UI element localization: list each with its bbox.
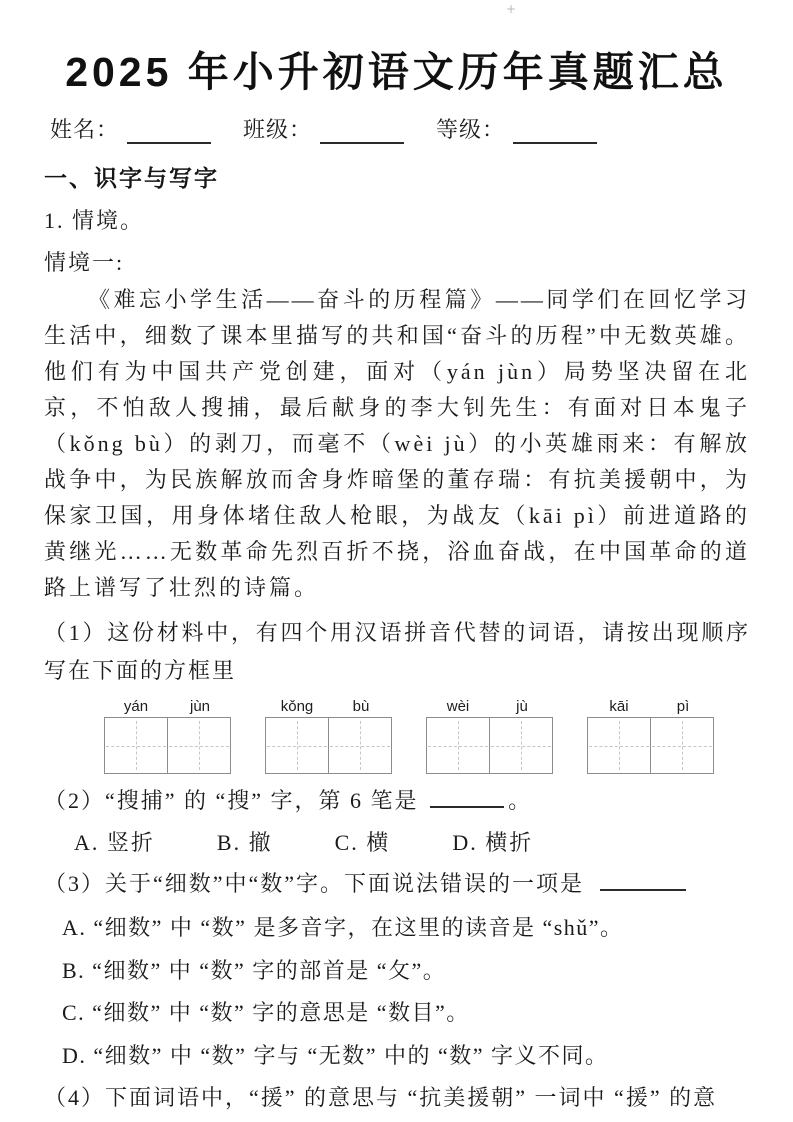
context-1-label: 情境一: — [44, 250, 125, 276]
writing-cell[interactable] — [105, 718, 167, 773]
pinyin-writing-boxes — [104, 698, 793, 774]
pinyin-label: kǒng — [280, 698, 314, 716]
sub-question-4-text: （4）下面词语中，“援” 的意思与 “抗美援朝” 一词中 “援” 的意 — [44, 1085, 718, 1111]
sub-question-2-stem: （2）“搜捕” 的 “搜” 字，第 6 笔是 — [44, 788, 419, 814]
grade-label: 等级： — [436, 117, 506, 143]
sub-question-3-stem: （3）关于“细数”中“数”字。下面说法错误的一项是 — [44, 871, 585, 897]
writing-cell[interactable] — [650, 718, 713, 773]
class-blank[interactable] — [320, 119, 404, 144]
pinyin-label: kāi — [609, 698, 629, 716]
pinyin-group-kongbu — [265, 698, 393, 774]
grade-blank[interactable] — [513, 119, 597, 144]
option-a: A. “细数” 中 “数” 是多音字，在这里的读音是 “shǔ”。 — [62, 915, 624, 941]
sub-question-3-options — [0, 907, 793, 1077]
class-label: 班级： — [243, 117, 313, 143]
reading-passage: 《难忘小学生活——奋斗的历程篇》——同学们在回忆学习生活中，细数了课本里描写的共和国“奋斗的历程”中无数英雄。他们有为中国共产党创建，面对（yán jùn）局势坚决留在北京，不怕敌人搜捕，最后献身的李大钊先生：有面对日本鬼子（kǒng bù）的剥刀，而毫不（wèi jù）的小英雄雨来：有解放战争中，为民族解放而舍身炸暗堡的董存瑞：有抗美援朝中，为保家卫国，用身体堵住敌人枪眼，为战友（kāi pì）前进道路的黄继光……无数革命先烈百折不挠，浴血奋战，在中国革命的道路上谱写了壮烈的诗篇。 — [44, 287, 750, 601]
writing-cell[interactable] — [328, 718, 391, 773]
option-b: B. “细数” 中 “数” 字的部首是 “攵”。 — [62, 957, 447, 983]
page-title: 2025 年小升初语文历年真题汇总 — [65, 49, 728, 95]
answer-blank[interactable] — [430, 783, 504, 808]
pinyin-label: yán — [123, 698, 149, 716]
pinyin-label: jùn — [189, 698, 211, 716]
writing-cell[interactable] — [588, 718, 650, 773]
writing-cell[interactable] — [427, 718, 489, 773]
option-d: D. “细数” 中 “数” 字与 “无数” 中的 “数” 字义不同。 — [62, 1042, 609, 1068]
option-b: B. 撤 — [216, 830, 273, 856]
pinyin-label: pì — [676, 698, 690, 716]
registration-mark-icon: + — [506, 2, 517, 16]
pinyin-group-weiju — [426, 698, 554, 774]
writing-cell[interactable] — [167, 718, 230, 773]
grade-field — [436, 113, 597, 144]
option-a: A. 竖折 — [74, 830, 155, 856]
header-fields-row — [50, 113, 793, 144]
writing-cell[interactable] — [489, 718, 552, 773]
sub-question-2-text — [44, 782, 750, 820]
name-label: 姓名： — [50, 117, 120, 143]
question-1-intro: 1. 情境。 — [44, 208, 145, 234]
option-c: C. 横 — [334, 830, 391, 856]
sub-question-2-options — [74, 826, 793, 857]
option-c: C. “细数” 中 “数” 字的意思是 “数目”。 — [62, 1000, 470, 1026]
class-field — [243, 113, 404, 144]
pinyin-group-kaipi — [587, 698, 715, 774]
pinyin-label: jù — [516, 698, 528, 716]
section-heading: 一、识字与写字 — [44, 165, 219, 192]
sub-question-3-text — [44, 865, 750, 903]
pinyin-group-yanjun — [104, 698, 232, 774]
pinyin-label: bù — [352, 698, 370, 716]
name-field — [50, 113, 211, 144]
writing-cell[interactable] — [266, 718, 328, 773]
option-d: D. 横折 — [452, 830, 534, 856]
period: 。 — [508, 788, 533, 814]
name-blank[interactable] — [127, 119, 211, 144]
pinyin-label: wèi — [446, 698, 470, 716]
sub-question-1-text: （1）这份材料中，有四个用汉语拼音代替的词语，请按出现顺序写在下面的方框里 — [44, 620, 750, 684]
answer-blank[interactable] — [600, 866, 686, 891]
